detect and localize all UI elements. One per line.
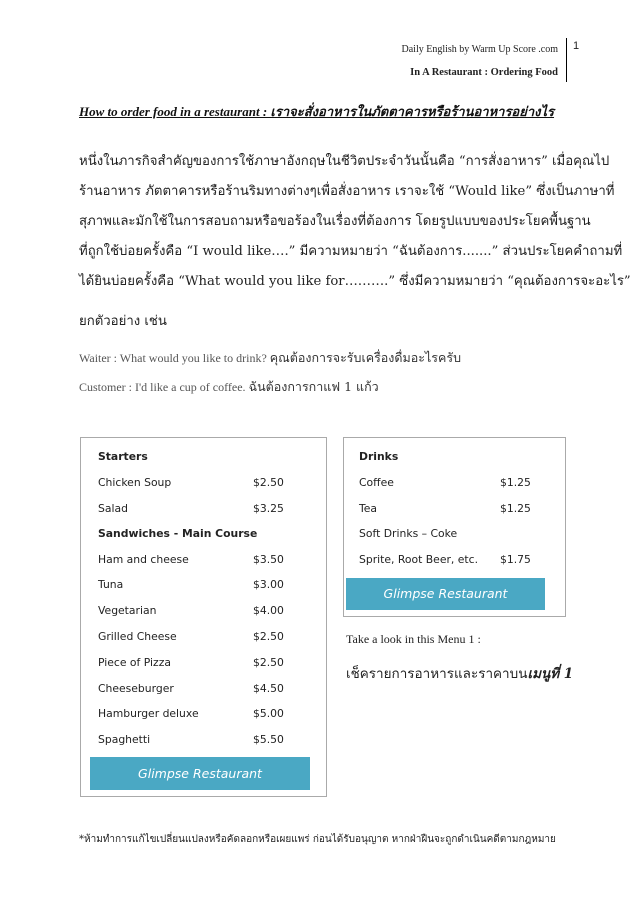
paragraph-line-4: ที่ถูกใช้บ่อยครั้งคือ “I would like….” มีความหมายว่า “ฉันต้องการ.......” ส่วนประโยคคำถามที่ bbox=[79, 244, 623, 259]
example-heading: ยกตัวอย่าง เช่น bbox=[79, 314, 167, 329]
menu-item-name: Salad bbox=[98, 502, 128, 515]
menu-item-price: $3.25 bbox=[253, 502, 284, 515]
menu-main-heading: Sandwiches - Main Course bbox=[98, 527, 258, 540]
menu-item-name: Grilled Cheese bbox=[98, 630, 177, 643]
menu-item-name: Vegetarian bbox=[98, 604, 157, 617]
copyright-notice: *ห้ามทำการแก้ไขเปลี่ยนแปลงหรือคัดลอกหรือเผยแพร่ ก่อนได้รับอนุญาต หากฝ่าฝืนจะถูกดำเนินคดีตามกฎหมาย bbox=[79, 834, 556, 845]
menu-caption-th-emphasis: เมนูที่ 1 bbox=[527, 666, 574, 682]
menu-item-name: Tuna bbox=[98, 578, 124, 591]
menu-starters-heading: Starters bbox=[98, 450, 148, 463]
menu-item-price: $4.50 bbox=[253, 682, 284, 695]
menu-item-name: Hamburger deluxe bbox=[98, 707, 199, 720]
header-site-name: Daily English by Warm Up Score .com bbox=[401, 44, 558, 55]
menu-item-name: Chicken Soup bbox=[98, 476, 172, 489]
menu-drinks-banner: Glimpse Restaurant bbox=[346, 578, 545, 610]
menu-item-name: Cheeseburger bbox=[98, 682, 174, 695]
menu-item-name: Spaghetti bbox=[98, 733, 151, 746]
menu-item-price: $1.75 bbox=[500, 553, 531, 566]
menu-caption-th bbox=[346, 662, 573, 684]
dialogue-customer-en: Customer : I'd like a cup of coffee. bbox=[79, 380, 246, 394]
dialogue-customer-th: ฉันต้องการกาแฟ 1 แก้ว bbox=[248, 379, 379, 394]
menu-item-name: Coffee bbox=[359, 476, 394, 489]
menu-item-name: Ham and cheese bbox=[98, 553, 189, 566]
menu-item-price: $3.50 bbox=[253, 553, 284, 566]
page-number: 1 bbox=[573, 40, 580, 52]
paragraph-line-2: ร้านอาหาร ภัตตาคารหรือร้านริมทางต่างๆเพื่อสั่งอาหาร เราจะใช้ “Would like” ซึ่งเป็นภาษาที่ bbox=[79, 184, 615, 199]
page-title: How to order food in a restaurant : เราจะสั่งอาหารในภัตตาคารหรือร้านอาหารอย่างไร bbox=[79, 104, 555, 119]
dialogue-waiter-en: Waiter : What would you like to drink? bbox=[79, 351, 267, 365]
menu-item-name: Piece of Pizza bbox=[98, 656, 171, 669]
menu-item-price: $2.50 bbox=[253, 630, 284, 643]
menu-item-price: $4.00 bbox=[253, 604, 284, 617]
header-topic: In A Restaurant : Ordering Food bbox=[410, 67, 558, 78]
dialogue-waiter bbox=[79, 348, 461, 368]
dialogue-waiter-th: คุณต้องการจะรับเครื่องดื่มอะไรครับ bbox=[269, 350, 462, 365]
menu-item-price: $5.50 bbox=[253, 733, 284, 746]
menu-item-name: Soft Drinks – Coke bbox=[359, 527, 458, 540]
menu-caption-th-text: เช็ครายการอาหารและราคาบน bbox=[346, 666, 528, 682]
dialogue-customer bbox=[79, 377, 379, 397]
menu-caption-en: Take a look in this Menu 1 : bbox=[346, 632, 481, 646]
menu-item-price: $2.50 bbox=[253, 656, 284, 669]
menu-item-name: Sprite, Root Beer, etc. bbox=[359, 553, 479, 566]
menu-drinks-heading: Drinks bbox=[359, 450, 399, 463]
menu-item-name: Tea bbox=[359, 502, 378, 515]
menu-item-price: $1.25 bbox=[500, 476, 531, 489]
header-divider bbox=[566, 38, 567, 82]
menu-item-price: $2.50 bbox=[253, 476, 284, 489]
paragraph-line-3: สุภาพและมักใช้ในการสอบถามหรือขอร้องในเรื่องที่ต้องการ โดยรูปแบบของประโยคพื้นฐาน bbox=[79, 214, 591, 229]
paragraph-line-1: หนึ่งในภารกิจสำคัญของการใช้ภาษาอังกฤษในชีวิตประจำวันนั้นคือ “การสั่งอาหาร” เมื่อคุณไป bbox=[79, 154, 610, 169]
menu-food-banner: Glimpse Restaurant bbox=[90, 757, 310, 790]
paragraph-line-5: ได้ยินบ่อยครั้งคือ “What would you like for……….” ซึ่งมีความหมายว่า “คุณต้องการจะอะไร” bbox=[79, 274, 631, 289]
menu-item-price: $1.25 bbox=[500, 502, 531, 515]
menu-item-price: $5.00 bbox=[253, 707, 284, 720]
menu-item-price: $3.00 bbox=[253, 578, 284, 591]
